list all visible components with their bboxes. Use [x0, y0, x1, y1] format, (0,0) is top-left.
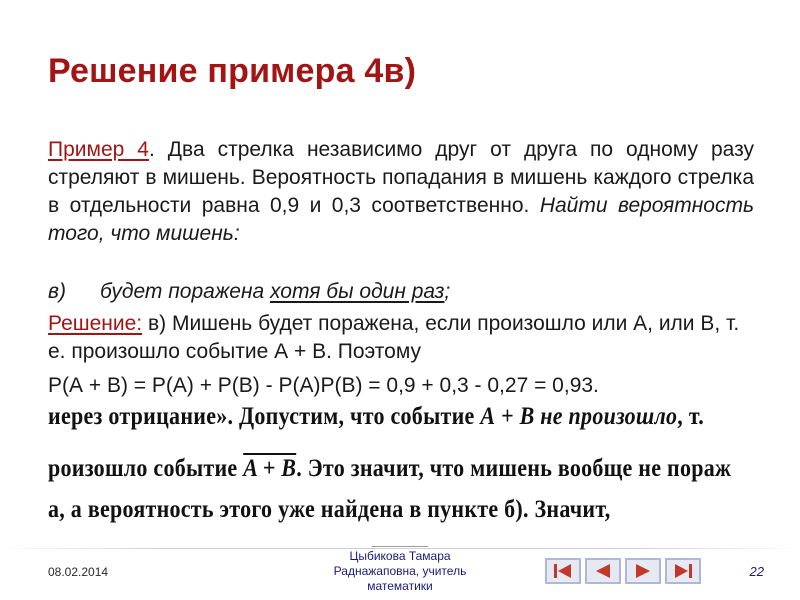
nav-first-button[interactable] [545, 558, 581, 584]
problem-paragraph [48, 136, 754, 248]
item-text-underlined: хотя бы один раз [270, 280, 445, 303]
solution-label: Решение: [48, 312, 143, 335]
item-marker: в) [48, 280, 66, 303]
nav-next-icon [631, 562, 655, 580]
footer-date: 08.02.2014 [48, 565, 109, 579]
scan-line2-b: A + B [243, 455, 297, 482]
author-line-1: Цыбикова Тамара [349, 549, 451, 563]
scan-line1-a: иерез отрицание». Допустим, что событие [48, 403, 481, 430]
nav-last-icon [671, 562, 695, 580]
scanned-text-line-3: а, а вероятность этого уже найдена в пункте б). Значит, [48, 496, 611, 523]
item-text-before: будет поражена [100, 280, 271, 303]
problem-text: Два стрелка независимо друг от друга по одному разу стреляют в мишень. Вероятность попадания в мишень каждого стрелка в отдельности равна 0,9 и 0,3 соответственно. [48, 138, 754, 217]
page-number: 22 [749, 564, 764, 579]
footer-author [290, 549, 510, 594]
slide-title: Решение примера 4в) [48, 52, 417, 90]
scanned-text-line-1 [48, 403, 705, 431]
problem-label: Пример 4 [48, 138, 149, 161]
author-divider [372, 546, 428, 547]
scan-line2-a: роизошло событие [48, 455, 244, 482]
problem-question: Найти вероятность того, что мишень: [48, 194, 755, 245]
nav-prev-button[interactable] [585, 558, 621, 584]
item-text-after: ; [444, 280, 451, 303]
nav-next-button[interactable] [625, 558, 661, 584]
scanned-text-line-2 [48, 455, 732, 483]
solution-paragraph [48, 310, 754, 366]
problem-item-b [48, 278, 754, 306]
nav-last-button[interactable] [665, 558, 701, 584]
problem-label-dot: . [148, 138, 155, 161]
scan-line2-c: . Это значит, что мишень вообще не пораж [296, 455, 732, 482]
author-line-2: Раднажаповна, учитель [333, 564, 467, 578]
scan-line1-c: , т. [677, 403, 705, 430]
scan-line1-b: А + В не произошло [480, 403, 678, 430]
slide-navigation [545, 558, 701, 584]
solution-formula: Р(А + В) = Р(А) + Р(В) - Р(А)Р(В) = 0,9 + 0,3 - 0,27 = 0,93. [48, 374, 599, 397]
nav-prev-icon [591, 562, 615, 580]
solution-text: в) Мишень будет поражена, если произошло или А, или В, т. е. произошло событие А + В. Поэтому [48, 312, 740, 363]
author-line-3: математики [367, 579, 433, 593]
nav-first-icon [551, 562, 575, 580]
